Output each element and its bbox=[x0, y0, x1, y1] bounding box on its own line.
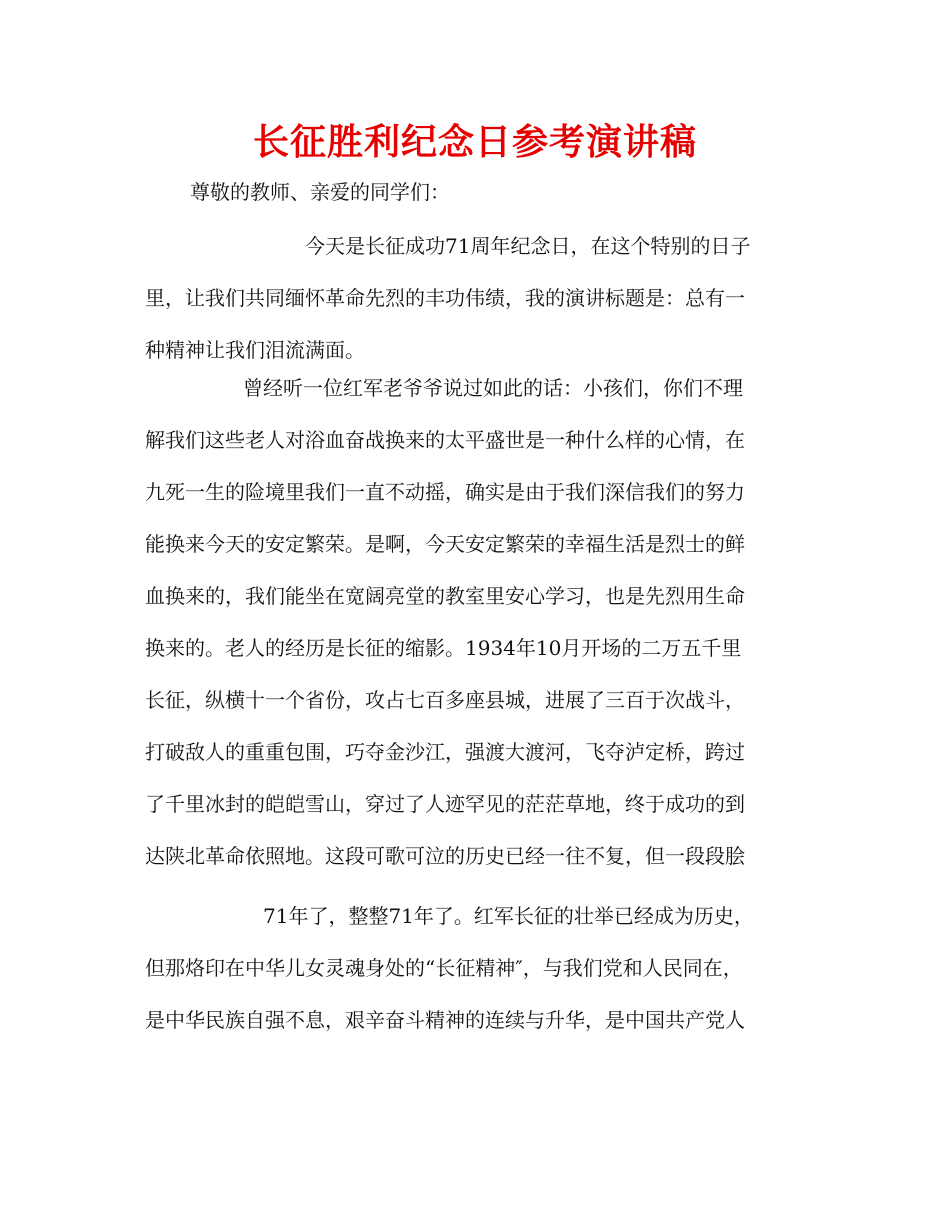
paragraph-line: 但那烙印在中华儿女灵魂身处的“长征精神″，与我们党和人民同在， bbox=[145, 956, 743, 980]
paragraph-line: 了千里冰封的皑皑雪山，穿过了人迹罕见的茫茫草地，终于成功的到 bbox=[145, 792, 745, 816]
paragraph-line: 达陕北革命依照地。这段可歌可泣的历史已经一往不复，但一段段脍 bbox=[145, 844, 745, 868]
paragraph-line: 换来的。老人的经历是长征的缩影。1934年10月开场的二万五千里 bbox=[145, 636, 742, 660]
paragraph-line: 里，让我们共同缅怀革命先烈的丰功伟绩，我的演讲标题是：总有一 bbox=[145, 286, 745, 310]
salutation: 尊敬的教师、亲爱的同学们： bbox=[190, 180, 450, 204]
paragraph-line: 71年了，整整71年了。红军长征的壮举已经成为历史， bbox=[263, 904, 754, 928]
paragraph-line: 打破敌人的重重包围，巧夺金沙江，强渡大渡河，飞夺泸定桥，跨过 bbox=[145, 740, 745, 764]
paragraph-line: 是中华民族自强不息，艰辛奋斗精神的连续与升华，是中国共产党人 bbox=[145, 1008, 745, 1032]
paragraph-line: 九死一生的险境里我们一直不动摇，确实是由于我们深信我们的努力 bbox=[145, 480, 745, 504]
paragraph-line: 血换来的，我们能坐在宽阔亮堂的教室里安心学习，也是先烈用生命 bbox=[145, 584, 745, 608]
paragraph-line: 曾经听一位红军老爷爷说过如此的话：小孩们，你们不理 bbox=[243, 376, 743, 400]
paragraph-line: 长征，纵横十一个省份，攻占七百多座县城，进展了三百于次战斗， bbox=[145, 688, 745, 712]
paragraph-2 bbox=[145, 362, 805, 882]
paragraph-3 bbox=[145, 890, 805, 1046]
paragraph-line: 今天是长征成功71周年纪念日，在这个特别的日子 bbox=[305, 234, 751, 258]
paragraph-line: 解我们这些老人对浴血奋战换来的太平盛世是一种什么样的心情，在 bbox=[145, 428, 745, 452]
paragraph-line: 能换来今天的安定繁荣。是啊，今天安定繁荣的幸福生活是烈士的鲜 bbox=[145, 532, 745, 556]
paragraph-line: 种精神让我们泪流满面。 bbox=[145, 338, 365, 362]
document-title: 长征胜利纪念日参考演讲稿 bbox=[252, 122, 697, 163]
paragraph-1 bbox=[145, 220, 805, 376]
